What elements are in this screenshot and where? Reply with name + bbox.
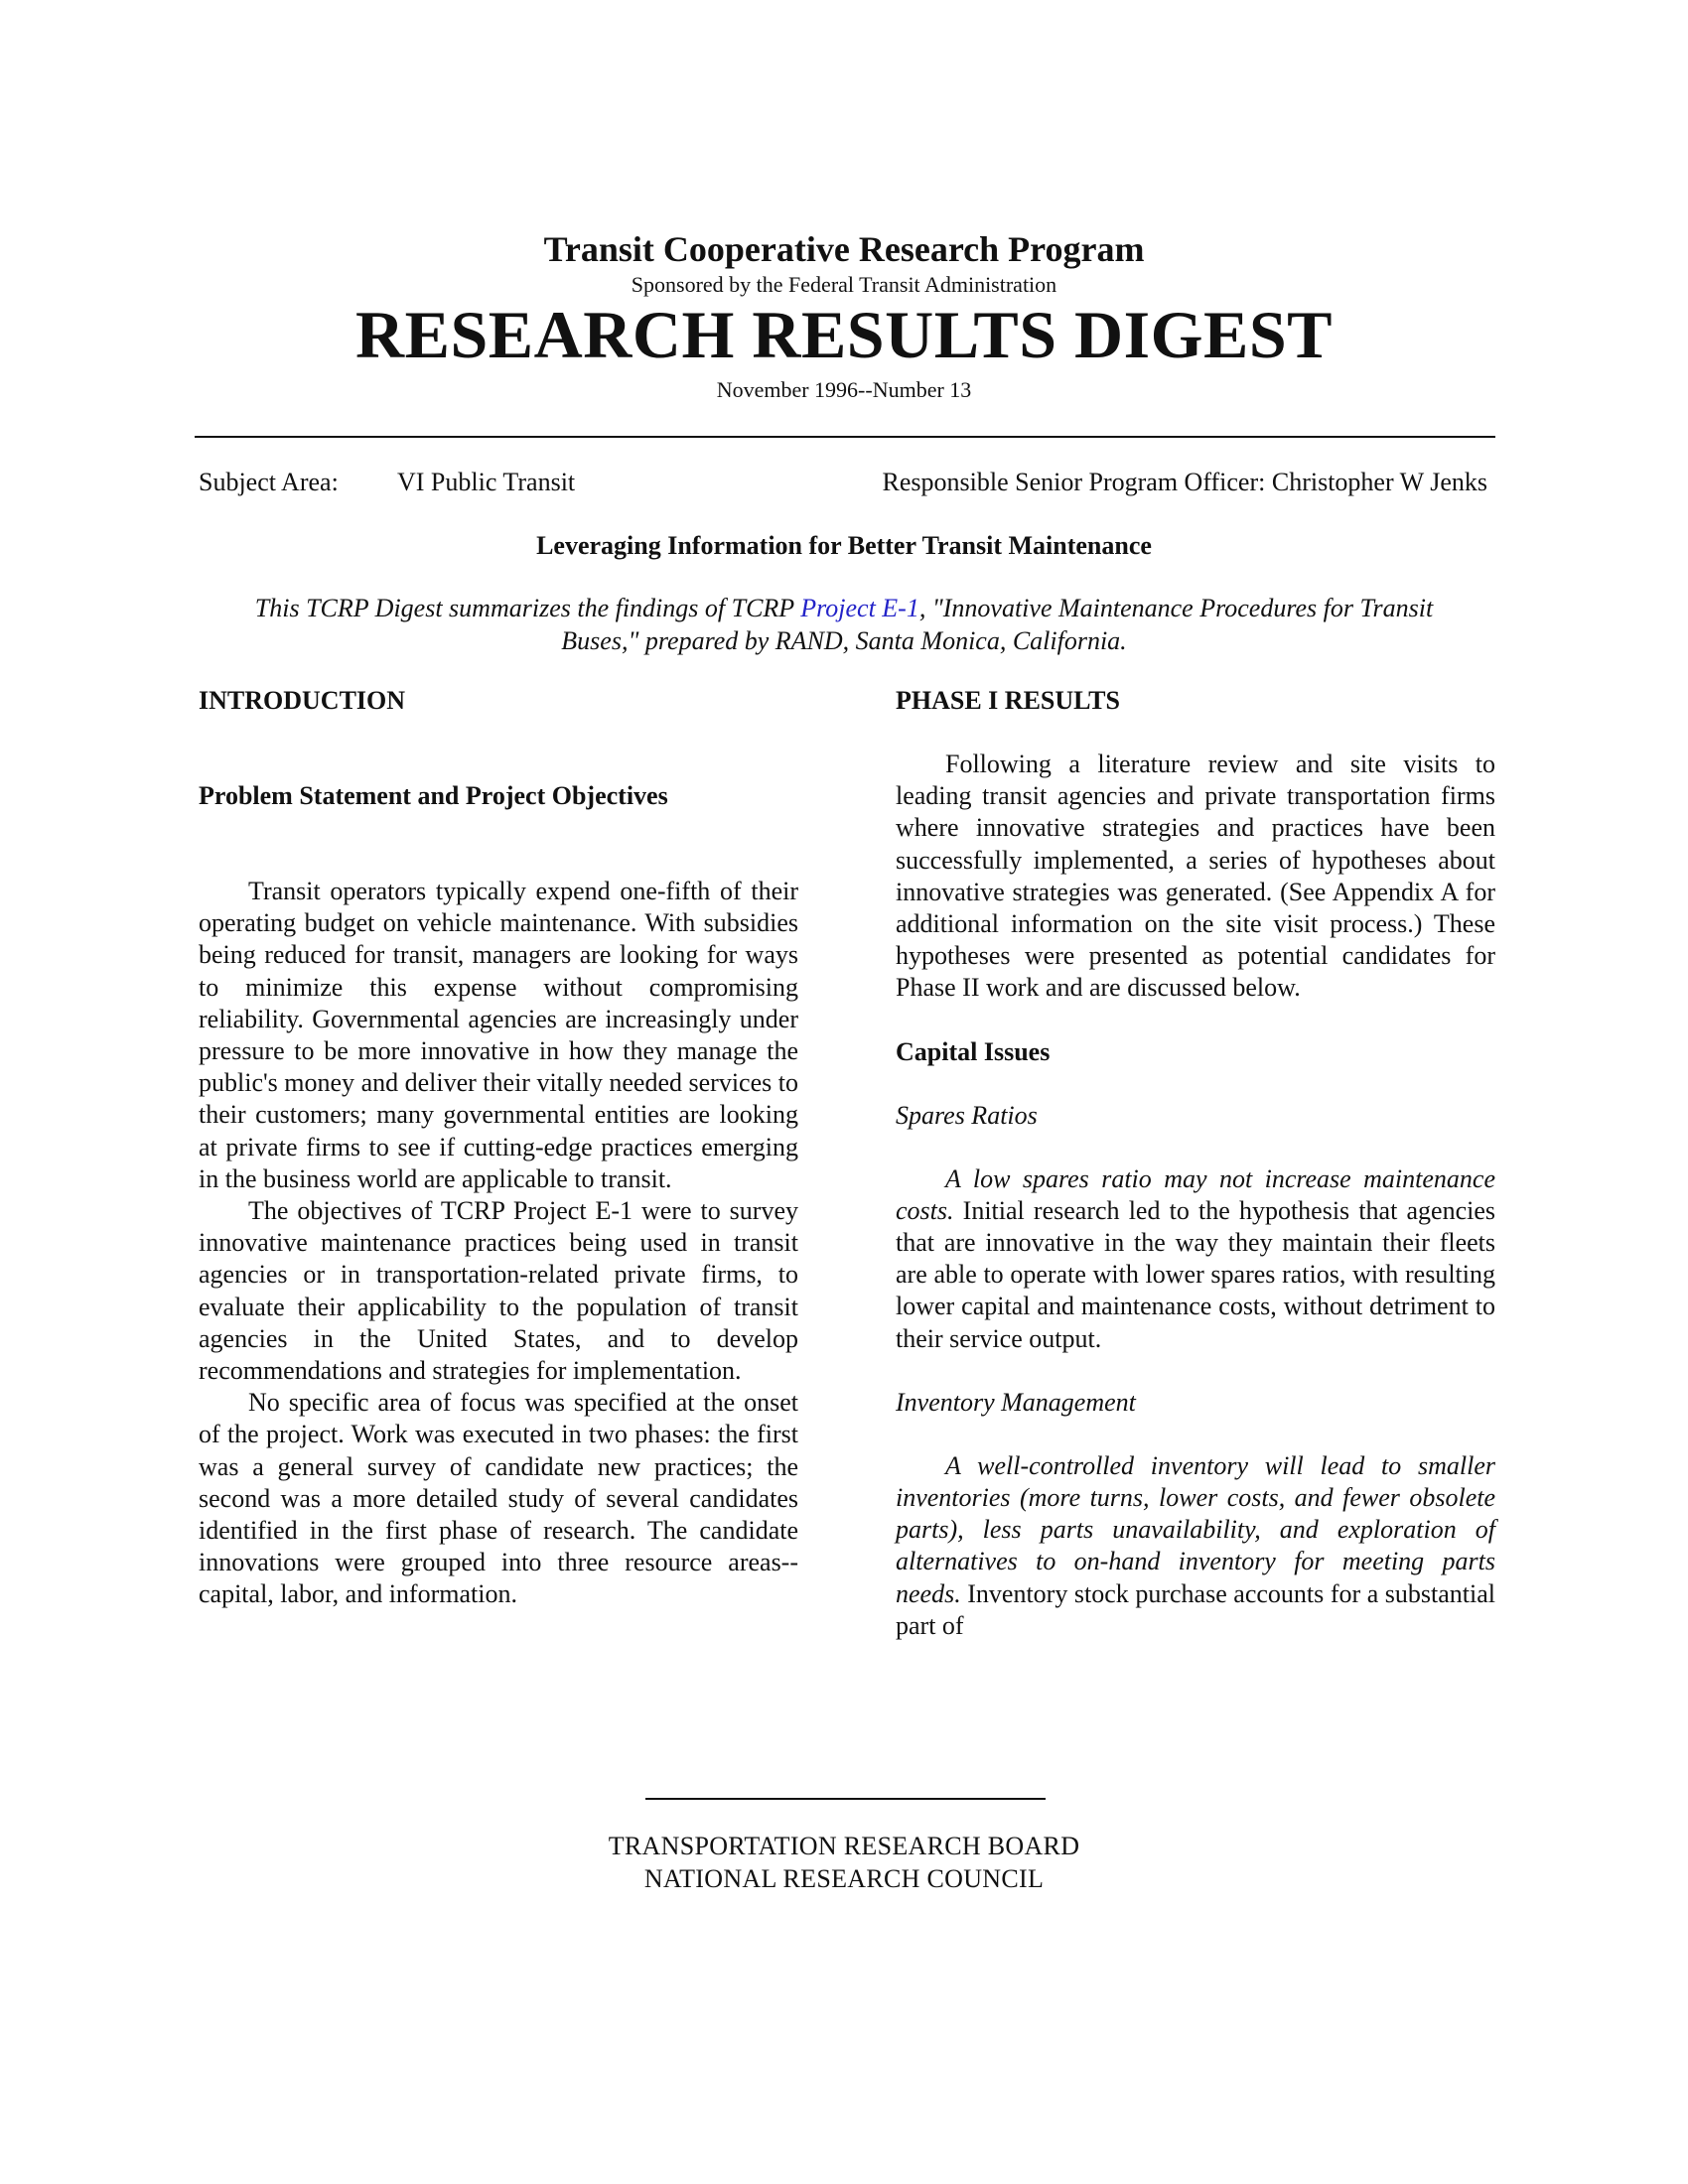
spares-ratios-paragraph [896, 1163, 1495, 1355]
right-column [896, 685, 1495, 1642]
intro-paragraph-2: The objectives of TCRP Project E-1 were to survey innovative maintenance practices being used in transit agencies or in transportation-related private firms, to evaluate their applicability to the population of transit agencies in the United States, and to develop recommendations and strategies for implementation. [199, 1196, 798, 1386]
sponsor-line: Sponsored by the Federal Transit Administration [631, 272, 1057, 297]
problem-statement-heading: Problem Statement and Project Objectives [199, 781, 668, 810]
intro-paragraph-3: No specific area of focus was specified at the onset of the project. Work was executed in two phases: the first was a general survey of candidate new practices; the second was a more detailed study of several candidates identified in the first phase of research. The candidate innovations were grouped into three resource areas--capital, labor, and information. [199, 1388, 798, 1609]
subject-value: VI Public Transit [397, 468, 576, 496]
spares-ratios-emphasis: A low spares ratio may not increase maintenance costs. [896, 1163, 1495, 1225]
footer-divider [645, 1798, 1046, 1800]
capital-issues-heading: Capital Issues [896, 1036, 1051, 1066]
article-title: Leveraging Information for Better Transit Maintenance [536, 531, 1152, 560]
subject-area [199, 468, 576, 497]
phase-one-paragraph: Following a literature review and site visits to leading transit agencies and private transportation firms where innovative strategies and practices have been successfully implemented, a series of hypotheses about innovative strategies was generated. (See Appendix A for additional information on the site visit process.) These hypotheses were presented as potential candidates for Phase II work and are discussed below. [896, 750, 1495, 1003]
summary-text-end: , "Innovative Maintenance Procedures for Transit Buses," prepared by RAND, Santa Monica, California. [561, 594, 1434, 655]
inventory-paragraph [896, 1450, 1495, 1642]
spares-ratios-text: Initial research led to the hypothesis that agencies that are innovative in the way they maintain their fleets are able to operate with lower spares ratios, with resulting lower capital and maintenance costs, without detriment to their service output. [896, 1195, 1495, 1353]
digest-title: RESEARCH RESULTS DIGEST [354, 297, 1334, 372]
subject-label: Subject Area: [199, 468, 339, 496]
left-column [199, 685, 798, 1611]
program-officer: Responsible Senior Program Officer: Christopher W Jenks [882, 468, 1487, 496]
phase-one-heading: PHASE I RESULTS [896, 686, 1120, 715]
board-name: TRANSPORTATION RESEARCH BOARD [608, 1832, 1080, 1860]
introduction-heading: INTRODUCTION [199, 686, 406, 715]
spares-ratios-heading: Spares Ratios [896, 1100, 1038, 1130]
inventory-text: Inventory stock purchase accounts for a substantial part of [896, 1578, 1495, 1640]
inventory-emphasis: A well-controlled inventory will lead to smaller inventories (more turns, lower costs, and fewer obsolete parts), less parts unavailability, and exploration of alternatives to on-hand inventory for meeting parts needs. [896, 1450, 1495, 1608]
header-divider [195, 436, 1495, 438]
program-name: Transit Cooperative Research Program [543, 229, 1145, 269]
inventory-management-heading: Inventory Management [896, 1387, 1136, 1417]
issue-line: November 1996--Number 13 [716, 377, 972, 402]
intro-paragraph-1: Transit operators typically expend one-fifth of their operating budget on vehicle maintenance. With subsidies being reduced for transit, managers are looking for ways to minimize this expense without compromising reliability. Governmental agencies are increasingly under pressure to be more innovative in how they manage the public's money and deliver their vitally needed services to their customers; many governmental entities are looking at private firms to see if cutting-edge practices emerging in the business world are applicable to transit. [199, 877, 798, 1193]
summary-text-start: This TCRP Digest summarizes the findings of TCRP [254, 594, 801, 622]
project-link[interactable]: Project E-1 [800, 594, 919, 622]
council-name: NATIONAL RESEARCH COUNCIL [643, 1864, 1045, 1893]
article-summary [248, 592, 1440, 657]
